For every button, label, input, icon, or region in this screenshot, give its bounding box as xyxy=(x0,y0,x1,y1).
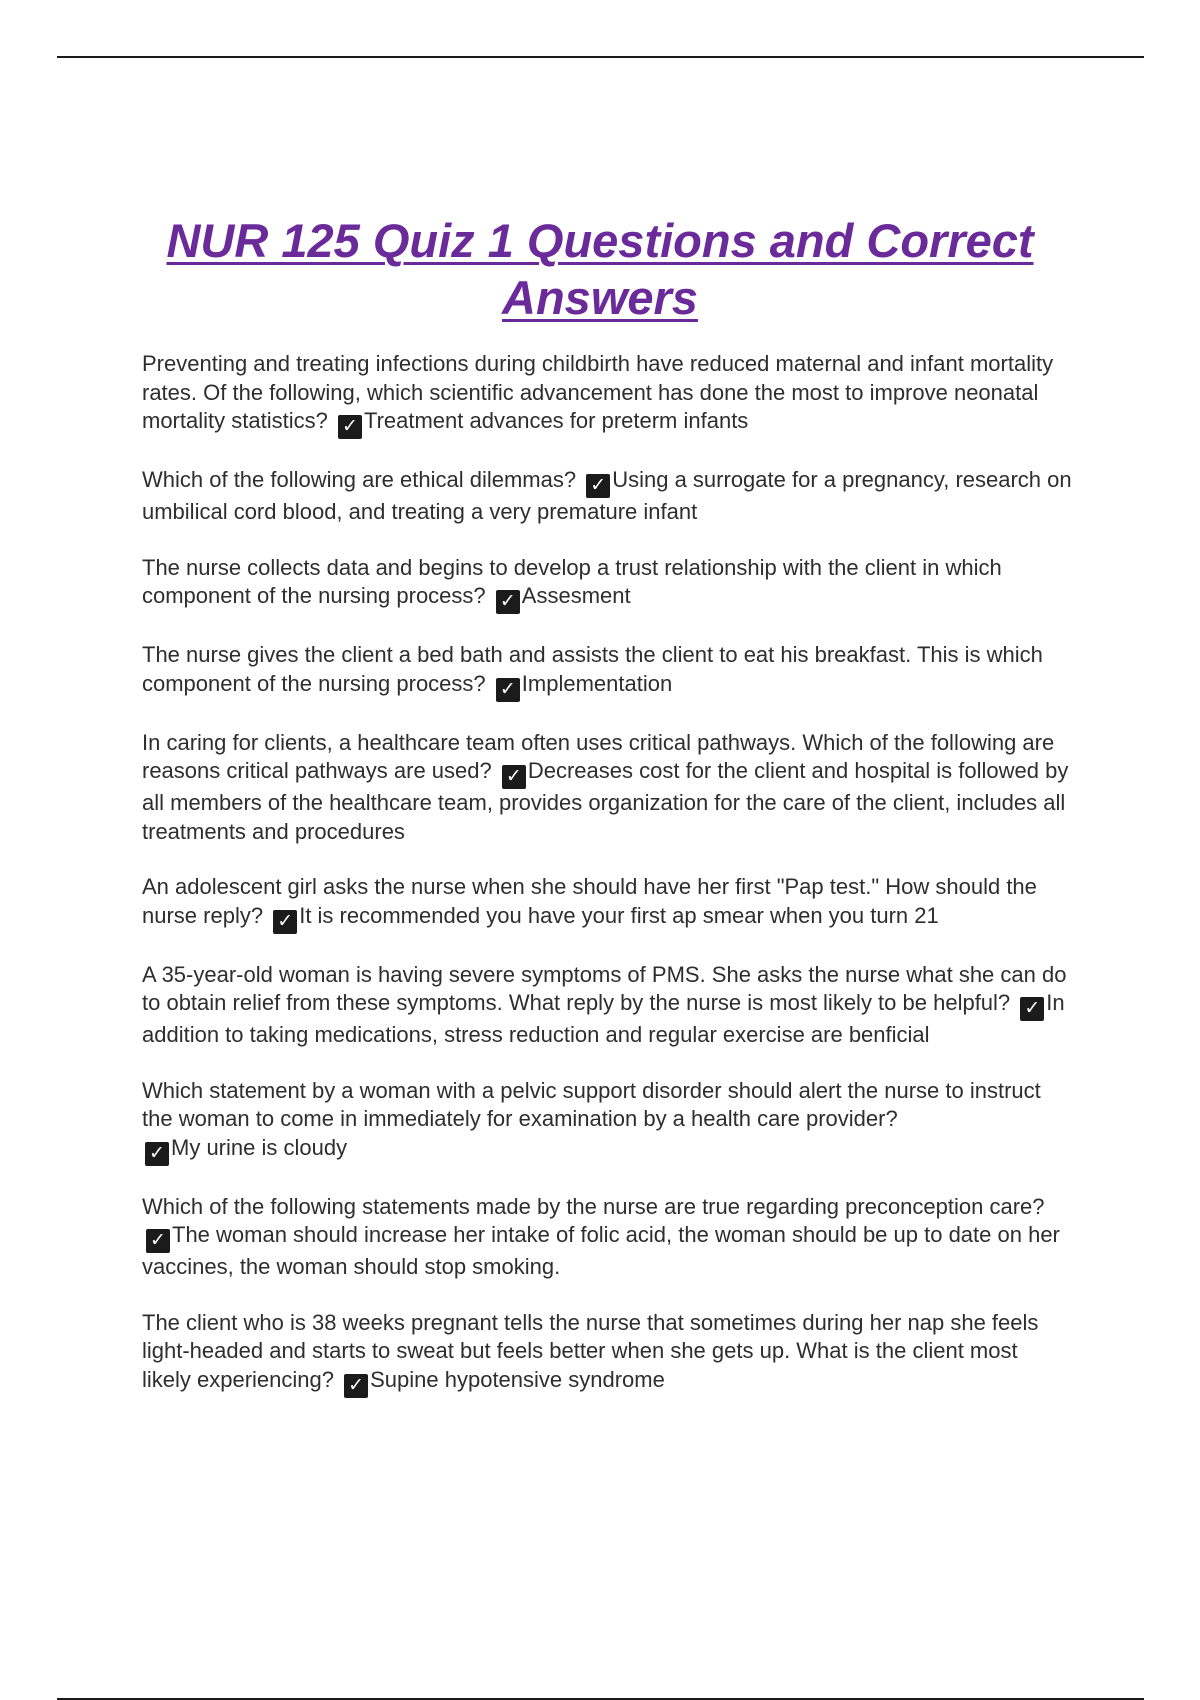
question-answer-list xyxy=(142,350,1072,1425)
question-text: Which of the following are ethical dilemmas? xyxy=(142,467,577,492)
qa-item xyxy=(142,350,1072,439)
checkmark-icon: ✓ xyxy=(502,765,526,789)
question-text: In caring for clients, a healthcare team often uses critical pathways. Which of the following are reasons critical pathways are used? xyxy=(142,729,1055,783)
qa-item xyxy=(142,729,1072,847)
qa-item xyxy=(142,961,1072,1050)
qa-item xyxy=(142,1077,1072,1166)
qa-item xyxy=(142,641,1072,702)
qa-item xyxy=(142,466,1072,527)
answer-text: Treatment advances for preterm infants xyxy=(363,408,749,433)
qa-item xyxy=(142,554,1072,615)
top-rule xyxy=(57,56,1144,58)
answer-text: In addition to taking medications, stress reduction and regular exercise are benficial xyxy=(142,990,1065,1047)
question-text: An adolescent girl asks the nurse when she should have her first "Pap test." How should the nurse reply? xyxy=(142,874,1037,928)
title-line-2: Answers xyxy=(502,271,698,324)
answer-text: It is recommended you have your first ap smear when you turn 21 xyxy=(299,902,939,928)
checkmark-icon: ✓ xyxy=(496,590,520,614)
answer-text: The woman should increase her intake of folic acid, the woman should be up to date on her vaccines, the woman should stop smoking. xyxy=(142,1222,1060,1279)
question-text: Which of the following statements made by the nurse are true regarding preconception care? xyxy=(142,1193,1045,1219)
question-text: Which statement by a woman with a pelvic support disorder should alert the nurse to instruct the woman to come in immediately for examination by a health care provider? xyxy=(142,1077,1041,1131)
qa-item xyxy=(142,1309,1072,1398)
answer-text: Implementation xyxy=(521,670,673,696)
checkmark-icon: ✓ xyxy=(344,1374,368,1398)
question-text: Preventing and treating infections during childbirth have reduced maternal and infant mortality rates. Of the following, which scientific advancement has done the most to improve neonatal mortality statistics? xyxy=(142,351,1054,433)
question-text: The nurse gives the client a bed bath and assists the client to eat his breakfast. This is which component of the nursing process? xyxy=(142,642,1043,696)
checkmark-icon: ✓ xyxy=(145,1142,169,1166)
checkmark-icon: ✓ xyxy=(496,678,520,702)
answer-text: My urine is cloudy xyxy=(171,1134,348,1160)
checkmark-icon: ✓ xyxy=(146,1229,170,1253)
qa-item xyxy=(142,1193,1072,1282)
question-text: The nurse collects data and begins to develop a trust relationship with the client in which component of the nursing process? xyxy=(142,554,1002,608)
question-text: A 35-year-old woman is having severe symptoms of PMS. She asks the nurse what she can do to obtain relief from these symptoms. What reply by the nurse is most likely to be helpful? xyxy=(142,961,1067,1015)
checkmark-icon: ✓ xyxy=(1020,997,1044,1021)
title-line-1: NUR 125 Quiz 1 Questions and Correct xyxy=(166,214,1034,267)
checkmark-icon: ✓ xyxy=(338,415,362,439)
answer-text: Assesment xyxy=(521,583,631,608)
question-text: The client who is 38 weeks pregnant tells the nurse that sometimes during her nap she feels light-headed and starts to sweat but feels better when she gets up. What is the client most likely experiencing? xyxy=(142,1309,1039,1392)
page-title xyxy=(100,212,1100,326)
answer-text: Decreases cost for the client and hospital is followed by all members of the healthcare team, provides organization for the care of the client, includes all treatments and procedures xyxy=(142,758,1069,844)
checkmark-icon: ✓ xyxy=(273,910,297,934)
answer-text: Using a surrogate for a pregnancy, research on umbilical cord blood, and treating a very premature infant xyxy=(142,467,1072,524)
checkmark-icon: ✓ xyxy=(586,474,610,498)
qa-item xyxy=(142,873,1072,934)
answer-text: Supine hypotensive syndrome xyxy=(370,1366,665,1392)
